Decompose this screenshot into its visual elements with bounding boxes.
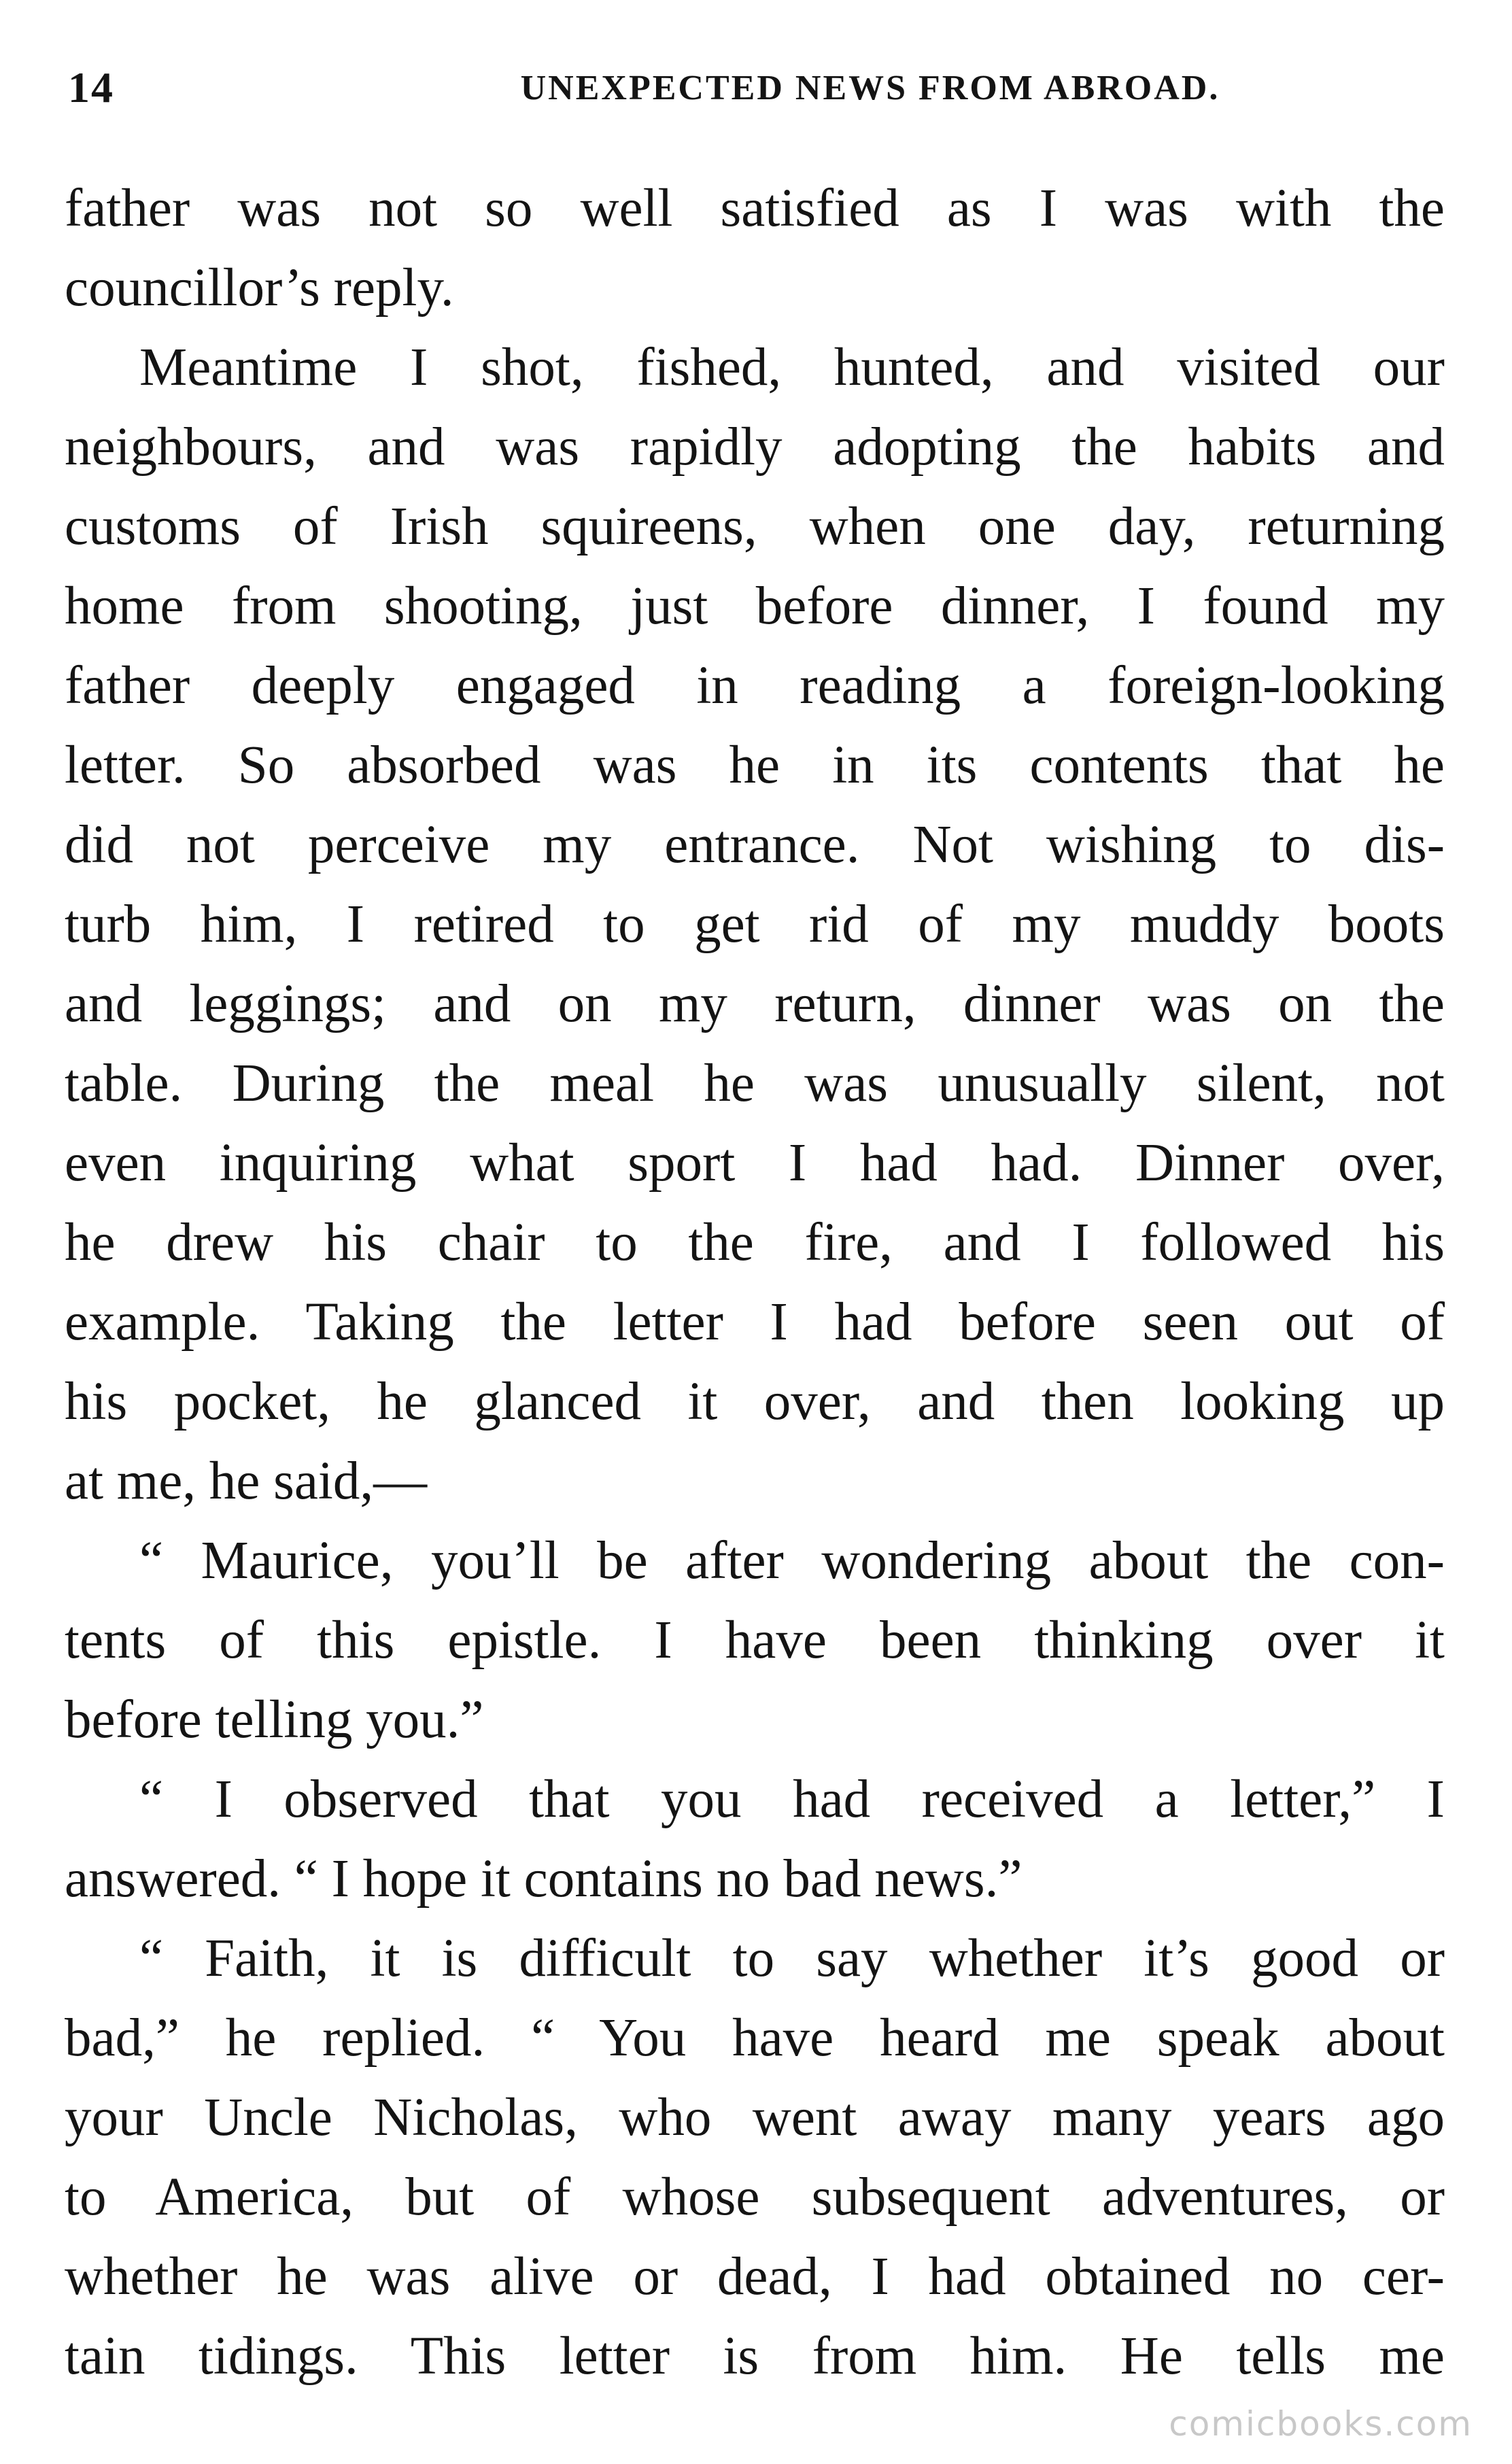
text-line: and leggings; and on my return, dinner was on the — [65, 974, 1445, 1033]
text-line: tain tidings. This letter is from him. He tells me — [65, 2327, 1445, 2386]
text-line: table. During the meal he was unusually silent, not — [65, 1054, 1445, 1113]
text-line: he drew his chair to the fire, and I followed his — [65, 1213, 1445, 1272]
text-line: example. Taking the letter I had before seen out of — [65, 1293, 1445, 1352]
text-line: before telling you.” — [65, 1690, 484, 1749]
text-line: answered. “ I hope it contains no bad news.” — [65, 1849, 1023, 1909]
watermark: comicbooks.com — [1169, 2404, 1473, 2444]
text-line: “ Maurice, you’ll be after wondering about the con- — [139, 1531, 1445, 1590]
text-line: bad,” he replied. “ You have heard me speak about — [65, 2008, 1445, 2068]
text-line: even inquiring what sport I had had. Dinner over, — [65, 1133, 1445, 1193]
text-line: “ Faith, it is difficult to say whether it’s good or — [139, 1929, 1445, 1988]
text-line: tents of this epistle. I have been thinking over it — [65, 1611, 1445, 1670]
text-line: whether he was alive or dead, I had obtained no cer- — [65, 2247, 1445, 2306]
text-line: letter. So absorbed was he in its contents that he — [65, 736, 1445, 795]
text-line: father was not so well satisfied as I was with the — [65, 179, 1445, 238]
body-text — [65, 169, 1445, 2396]
text-line: your Uncle Nicholas, who went away many years ago — [65, 2088, 1445, 2147]
running-title: UNEXPECTED NEWS FROM ABROAD. — [520, 69, 1220, 107]
text-line: turb him, I retired to get rid of my muddy boots — [65, 895, 1445, 954]
text-line: councillor’s reply. — [65, 258, 454, 318]
text-line: to America, but of whose subsequent adventures, or — [65, 2168, 1445, 2227]
text-line: “ I observed that you had received a letter,” I — [139, 1770, 1445, 1829]
text-line: Meantime I shot, fished, hunted, and visited our — [139, 338, 1445, 397]
text-line: at me, he said,— — [65, 1452, 428, 1511]
text-line: his pocket, he glanced it over, and then looking up — [65, 1372, 1445, 1431]
page-number: 14 — [68, 63, 114, 112]
text-line: neighbours, and was rapidly adopting the habits and — [65, 417, 1445, 477]
text-line: father deeply engaged in reading a foreign-looking — [65, 656, 1445, 715]
text-line: did not perceive my entrance. Not wishing to dis- — [65, 815, 1445, 874]
text-line: home from shooting, just before dinner, I found my — [65, 577, 1445, 636]
running-header — [68, 63, 1455, 124]
text-line: customs of Irish squireens, when one day, returning — [65, 497, 1445, 556]
